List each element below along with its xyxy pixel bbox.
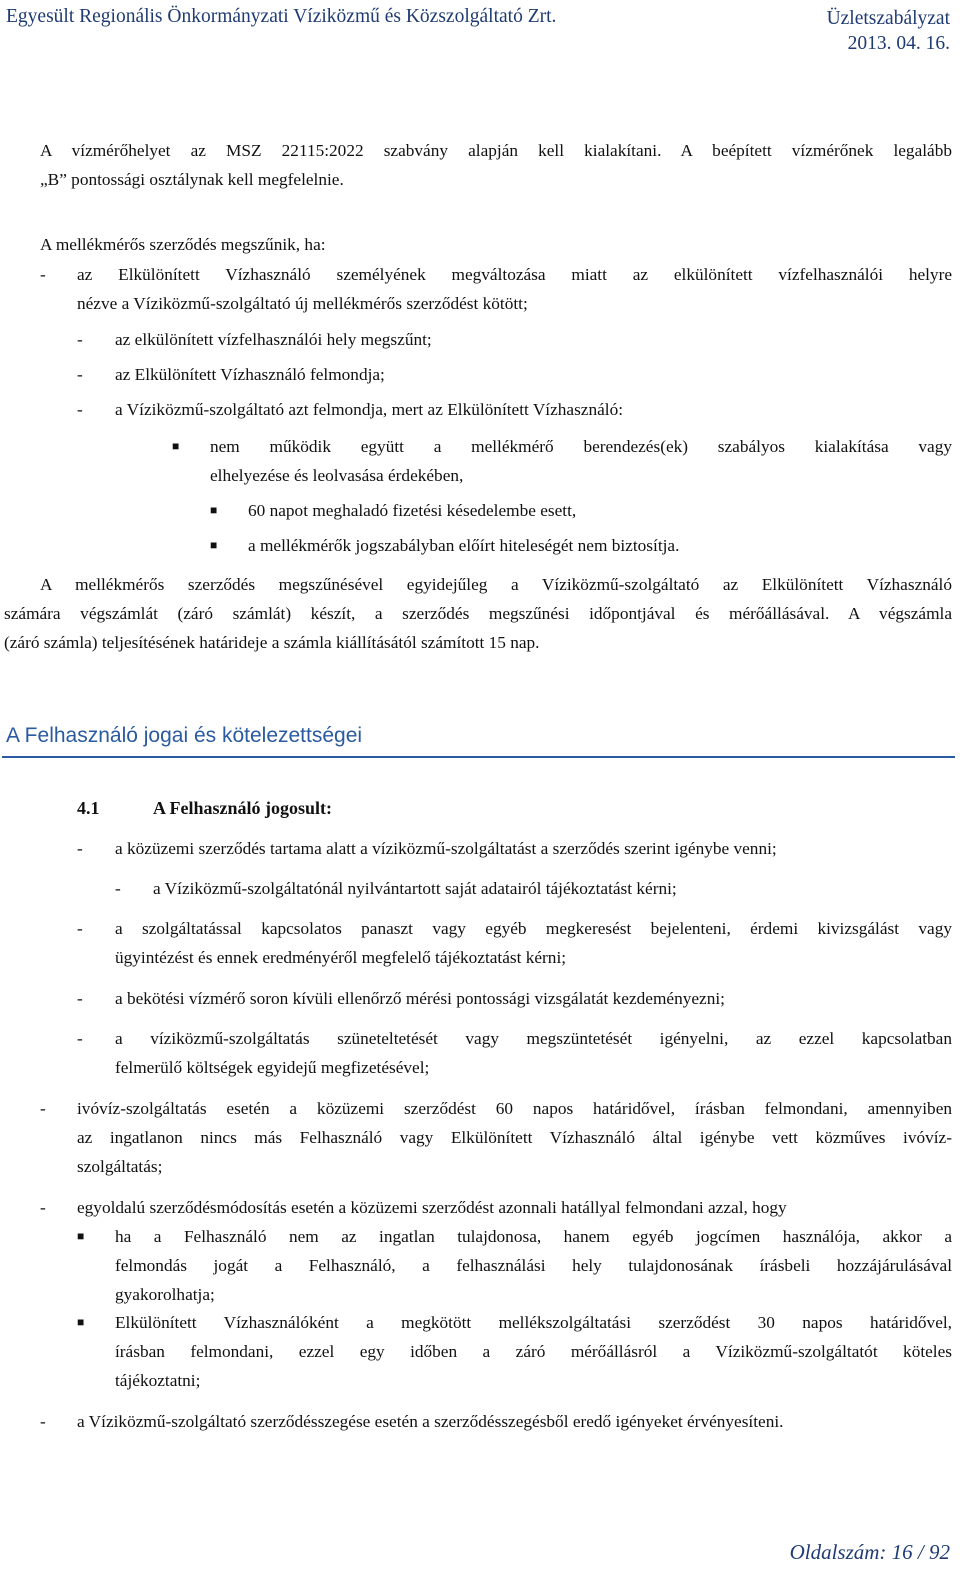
right-item-7b-line-2: írásban felmondani, ezzel egy időben a záró mérőállásról a Víziközmű-szolgáltatót köteles	[115, 1342, 952, 1361]
right-item-5-line-1: a víziközmű-szolgáltatás szüneteltetését vagy megszüntetését igényelni, az ezzel kapcsolatban	[115, 1029, 952, 1048]
termination-item-1-line-2: nézve a Víziközmű-szolgáltató új mellékmérős szerződést kötött;	[77, 294, 528, 313]
right-item-8: a Víziközmű-szolgáltató szerződésszegése esetén a szerződésszegésből eredő igényeket érvényesíteni.	[77, 1412, 784, 1431]
right-item-7: egyoldalú szerződésmódosítás esetén a közüzemi szerződést azonnali hatállyal felmondani azzal, hogy	[77, 1198, 787, 1217]
square-bullet-icon: ■	[172, 439, 180, 453]
termination-item-2: az elkülönített vízfelhasználói hely megszűnt;	[115, 330, 432, 349]
list-dash: -	[77, 839, 83, 858]
final-bill-line-3: (záró számla) teljesítésének határideje a számla kiállításától számított 15 nap.	[4, 633, 540, 652]
termination-item-3: az Elkülönített Vízhasználó felmondja;	[115, 365, 385, 384]
right-item-4: a bekötési vízmérő soron kívüli ellenőrző mérési pontossági vizsgálatát kezdeményezni;	[115, 989, 725, 1008]
header-doc-title: Üzletszabályzat	[826, 8, 950, 29]
list-dash: -	[77, 1029, 83, 1048]
right-item-1: a közüzemi szerződés tartama alatt a víziközmű-szolgáltatást a szerződés szerint igénybe venni;	[115, 839, 777, 858]
list-dash: -	[77, 989, 83, 1008]
termination-sub-1-line-1: nem működik együtt a mellékmérő berendezés(ek) szabályos kialakítása vagy	[210, 437, 952, 456]
list-dash: -	[77, 365, 83, 384]
final-bill-line-2: számára végszámlát (záró számlát) készít, a szerződés megszűnési időpontjával és mérőállásával. A végszámla	[4, 604, 952, 623]
list-dash: -	[77, 400, 83, 419]
right-item-7b-line-1: Elkülönített Vízhasználóként a megkötött mellékszolgáltatási szerződést 30 napos határidővel,	[115, 1313, 952, 1332]
square-bullet-icon: ■	[210, 503, 218, 517]
section-divider	[2, 756, 955, 758]
termination-intro: A mellékmérős szerződés megszűnik, ha:	[40, 235, 326, 254]
right-item-6-line-1: ivóvíz-szolgáltatás esetén a közüzemi szerződést 60 napos határidővel, írásban felmondani, amennyiben	[77, 1099, 952, 1118]
header-right	[827, 6, 950, 56]
right-item-2: a Víziközmű-szolgáltatónál nyilvántartott saját adatairól tájékoztatást kérni;	[153, 879, 677, 898]
right-item-5-line-2: felmerülő költségek egyidejű megfizetésével;	[115, 1058, 430, 1077]
list-dash: -	[115, 879, 121, 898]
termination-item-4: a Víziközmű-szolgáltató azt felmondja, mert az Elkülönített Vízhasználó:	[115, 400, 624, 419]
right-item-6-line-2: az ingatlanon nincs más Felhasználó vagy Elkülönített Vízhasználó által igénybe vett közműves ivóvíz-	[77, 1128, 952, 1147]
intro-line-2: „B” pontossági osztálynak kell megfelelnie.	[40, 170, 344, 189]
list-dash: -	[40, 1198, 46, 1217]
page-number: Oldalszám: 16 / 92	[789, 1540, 950, 1564]
list-dash: -	[40, 265, 46, 284]
square-bullet-icon: ■	[210, 538, 218, 552]
list-dash: -	[77, 330, 83, 349]
page-header	[0, 0, 960, 52]
list-dash: -	[77, 919, 83, 938]
section-title: A Felhasználó jogai és kötelezettségei	[6, 724, 363, 747]
termination-sub-1-line-2: elhelyezése és leolvasása érdekében,	[210, 466, 464, 485]
square-bullet-icon: ■	[77, 1315, 85, 1329]
right-item-7a-line-1: ha a Felhasználó nem az ingatlan tulajdonosa, hanem egyéb jogcímen használója, akkor a	[115, 1227, 952, 1246]
termination-item-1-line-1: az Elkülönített Vízhasználó személyének megváltozása miatt az elkülönített vízfelhasználói helyre	[77, 265, 952, 284]
header-company: Egyesült Regionális Önkormányzati Víziközmű és Közszolgáltató Zrt.	[6, 6, 557, 27]
termination-sub-2: 60 napot meghaladó fizetési késedelembe esett,	[248, 501, 577, 520]
right-item-6-line-3: szolgáltatás;	[77, 1157, 163, 1176]
right-item-7a-line-3: gyakorolhatja;	[115, 1285, 215, 1304]
list-dash: -	[40, 1412, 46, 1431]
subsection-heading: A Felhasználó jogosult:	[153, 798, 333, 818]
intro-line-1: A vízmérőhelyet az MSZ 22115:2022 szabvány alapján kell kialakítani. A beépített vízmérőnek legalább	[40, 141, 952, 160]
header-date: 2013. 04. 16.	[847, 33, 950, 54]
section-number: 4.1	[77, 798, 100, 818]
square-bullet-icon: ■	[77, 1229, 85, 1243]
right-item-3-line-2: ügyintézést és ennek eredményéről megfelelő tájékoztatást kérni;	[115, 948, 567, 967]
right-item-3-line-1: a szolgáltatással kapcsolatos panaszt vagy egyéb megkeresést bejelenteni, érdemi kivizsgálást vagy	[115, 919, 952, 938]
list-dash: -	[40, 1099, 46, 1118]
right-item-7b-line-3: tájékoztatni;	[115, 1371, 201, 1390]
final-bill-line-1: A mellékmérős szerződés megszűnésével egyidejűleg a Víziközmű-szolgáltató az Elkülönített Vízhasználó	[40, 575, 952, 594]
termination-sub-3: a mellékmérők jogszabályban előírt hiteleségét nem biztosítja.	[248, 536, 680, 555]
right-item-7a-line-2: felmondás jogát a Felhasználó, a felhasználási hely tulajdonosának írásbeli hozzájárulásával	[115, 1256, 952, 1275]
